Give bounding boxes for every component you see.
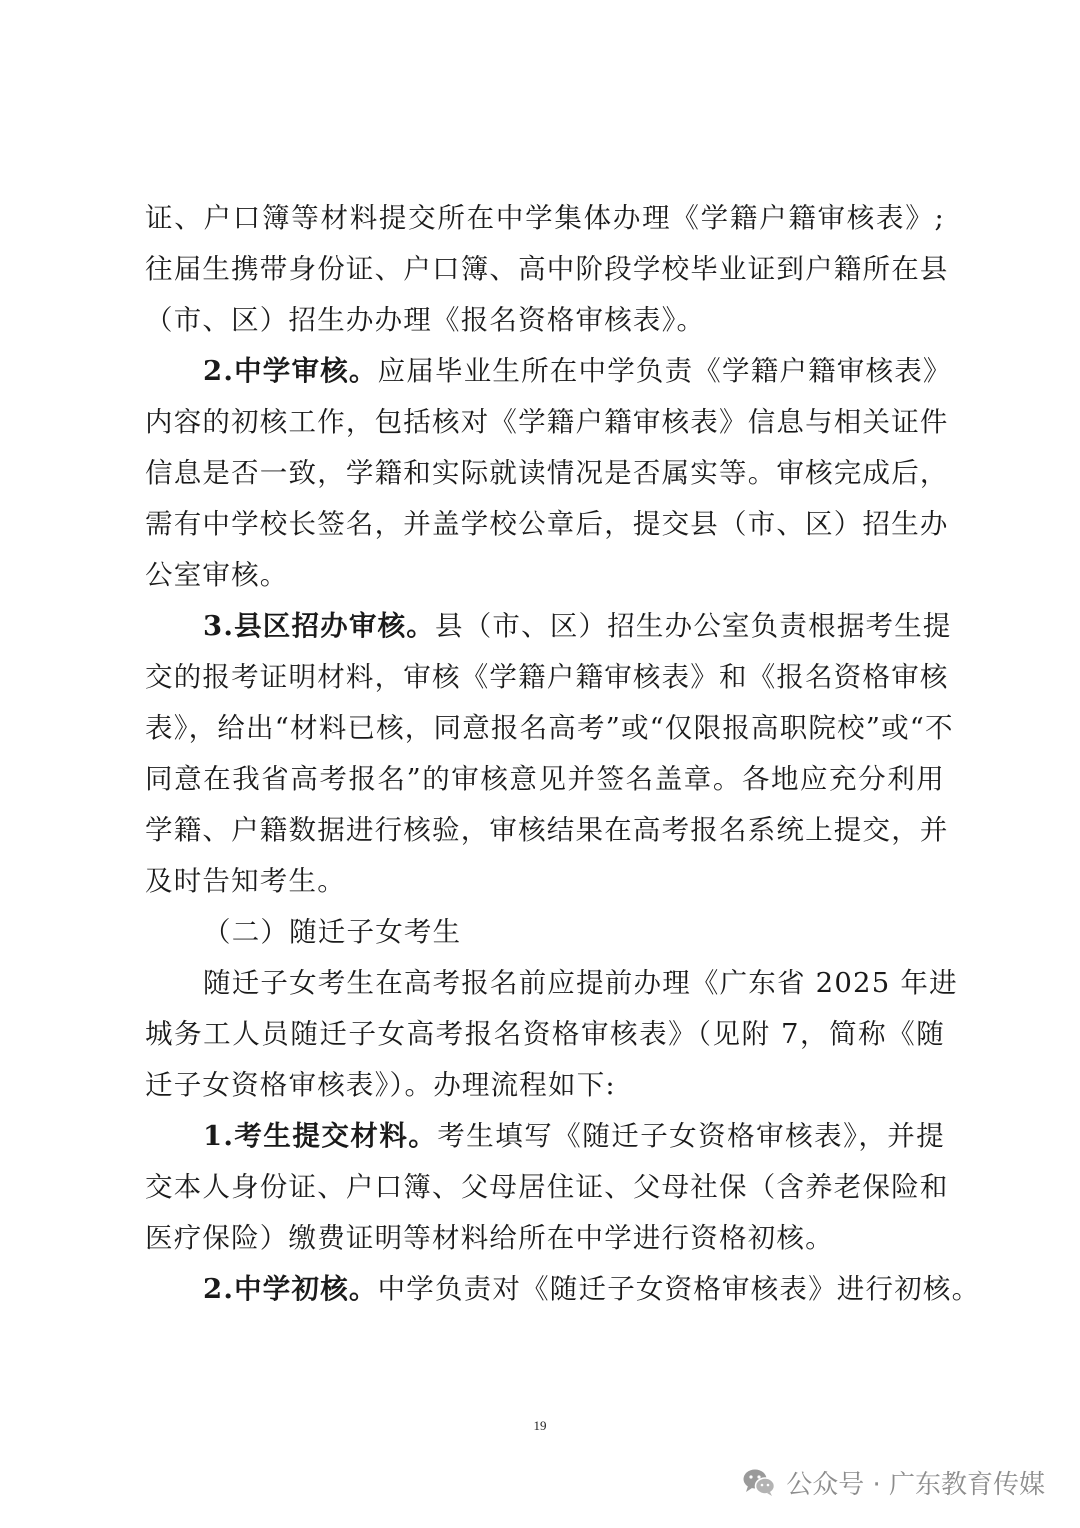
section-heading: 2.中学初核。 [203,1273,378,1305]
text-line: （市、区）招生办办理《报名资格审核表》。 [145,304,706,336]
section-text: 县（市、区）招生办公室负责根据考生提 [435,610,952,642]
section-text: 中学负责对《随迁子女资格审核表》进行初核。 [377,1273,981,1305]
document-body [145,193,981,1315]
text-line: 医疗保险）缴费证明等材料给所在中学进行资格初核。 [145,1222,834,1254]
subsection-title: （二）随迁子女考生 [203,916,462,948]
section-heading: 1.考生提交材料。 [203,1120,438,1152]
section-line [145,346,952,397]
text-line: 公室审核。 [145,559,289,591]
wechat-icon [742,1467,776,1497]
text-line: 同意在我省高考报名”的审核意见并签名盖章。各地应充分利用 [145,763,945,795]
section-line [145,1264,981,1315]
text-line: 及时告知考生。 [145,865,346,897]
page-number: 19 [533,1418,547,1433]
section-heading: 3.县区招办审核。 [203,610,436,642]
section-line [145,1111,945,1162]
watermark [742,1462,1045,1502]
text-line: 信息是否一致，学籍和实际就读情况是否属实等。审核完成后， [145,457,949,489]
text-line: 迁子女资格审核表》）。办理流程如下: [145,1069,616,1101]
section-line [145,601,952,652]
section-text: 考生填写《随迁子女资格审核表》，并提 [437,1120,945,1152]
text-line: 表》，给出“材料已核，同意报名高考”或“仅限报高职院校”或“不 [145,712,954,744]
text-line: 交本人身份证、户口簿、父母居住证、父母社保（含养老保险和 [145,1171,949,1203]
text-line: 随迁子女考生在高考报名前应提前办理《广东省 2025 年进 [203,967,958,999]
watermark-text: 公众号 · 广东教育传媒 [786,1469,1045,1500]
text-line: 证、户口簿等材料提交所在中学集体办理《学籍户籍审核表》; [145,202,945,234]
text-line: 往届生携带身份证、户口簿、高中阶段学校毕业证到户籍所在县 [145,253,949,285]
text-line: 内容的初核工作，包括核对《学籍户籍审核表》信息与相关证件 [145,406,949,438]
section-text: 应届毕业生所在中学负责《学籍户籍审核表》 [377,355,952,387]
text-line: 交的报考证明材料，审核《学籍户籍审核表》和《报名资格审核 [145,661,949,693]
text-line: 城务工人员随迁子女高考报名资格审核表》（见附 7，简称《随 [145,1018,945,1050]
text-line: 学籍、户籍数据进行核验，审核结果在高考报名系统上提交，并 [145,814,949,846]
section-heading: 2.中学审核。 [203,355,378,387]
text-line: 需有中学校长签名，并盖学校公章后，提交县（市、区）招生办 [145,508,949,540]
